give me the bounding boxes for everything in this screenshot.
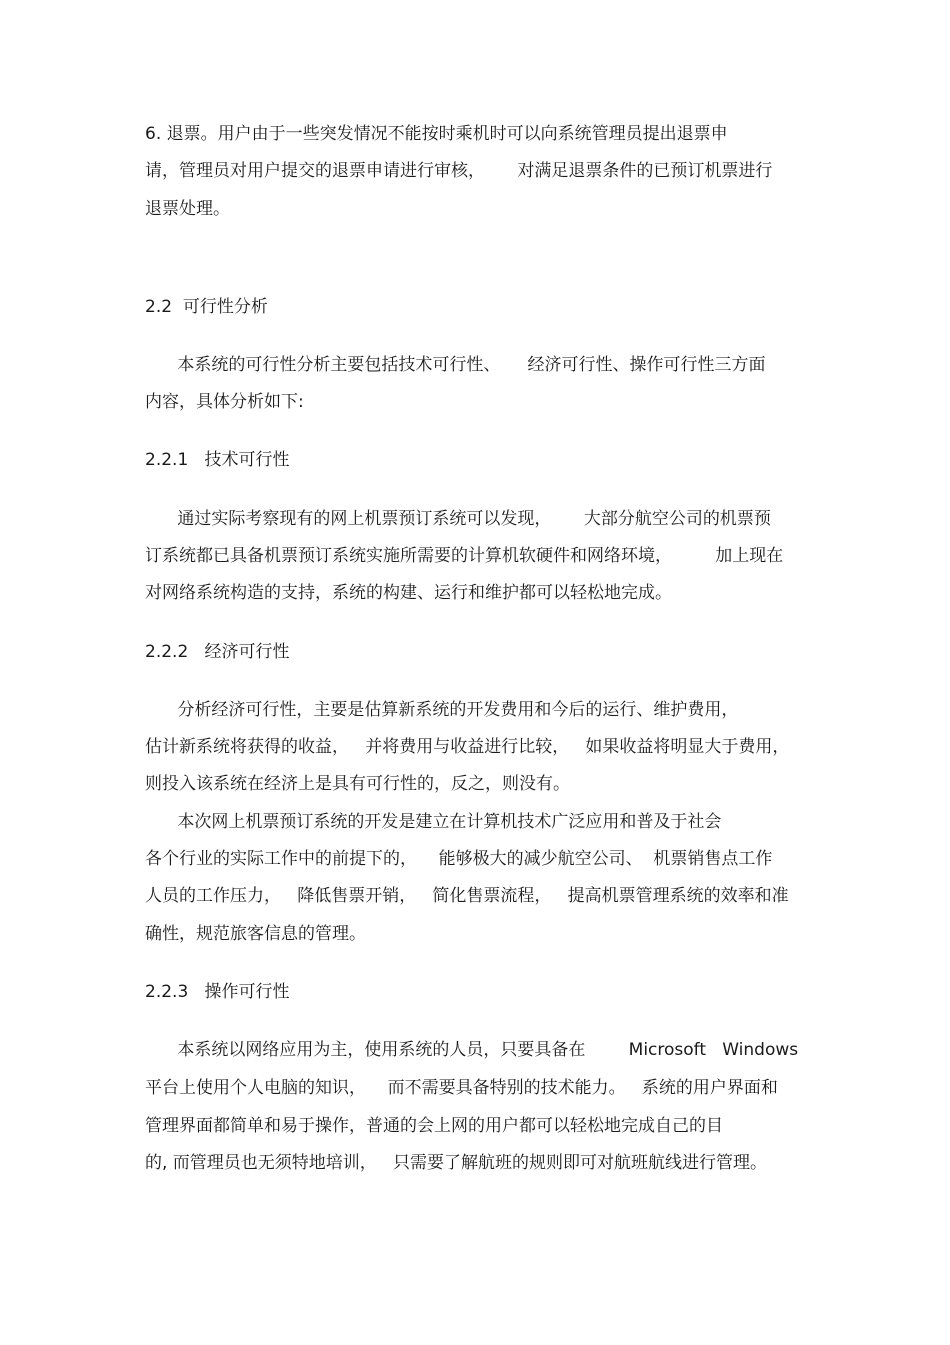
refund-paragraph-line-2: 请，管理员对用户提交的退票申请进行审核， 对满足退票条件的已预订机票进行 xyxy=(145,161,773,181)
economic-paragraph-2-line-2: 各个行业的实际工作中的前提下的， 能够极大的减少航空公司、 机票销售点工作 xyxy=(145,849,773,869)
section-2-2-2-heading: 2.2.2 经济可行性 xyxy=(145,642,290,662)
economic-paragraph-1-line-2: 估计新系统将获得的收益， 并将费用与收益进行比较， 如果收益将明显大于费用， xyxy=(145,737,790,757)
feasibility-intro-line-1: 本系统的可行性分析主要包括技术可行性、 经济可行性、操作可行性三方面 xyxy=(145,355,766,375)
economic-paragraph-2-line-4: 确性，规范旅客信息的管理。 xyxy=(145,924,366,944)
economic-paragraph-2-line-1: 本次网上机票预订系统的开发是建立在计算机技术广泛应用和普及于社会 xyxy=(145,812,722,832)
technical-paragraph-line-2: 订系统都已具备机票预订系统实施所需要的计算机软硬件和网络环境， 加上现在 xyxy=(145,546,784,566)
section-2-2-heading: 2.2 可行性分析 xyxy=(145,297,268,317)
section-2-2-3-heading: 2.2.3 操作可行性 xyxy=(145,982,290,1002)
feasibility-intro-line-2: 内容，具体分析如下: xyxy=(145,392,304,412)
refund-paragraph-line-1: 6. 退票。用户由于一些突发情况不能按时乘机时可以向系统管理员提出退票申 xyxy=(145,124,728,144)
section-2-2-1-heading: 2.2.1 技术可行性 xyxy=(145,450,290,470)
operational-paragraph-line-1: 本系统以网络应用为主，使用系统的人员，只要具备在 Microsoft Windows xyxy=(145,1040,799,1060)
economic-paragraph-2-line-3: 人员的工作压力， 降低售票开销， 简化售票流程， 提高机票管理系统的效率和准 xyxy=(145,886,789,906)
operational-paragraph-line-4: 的, 而管理员也无须特地培训， 只需要了解航班的规则即可对航班航线进行管理。 xyxy=(145,1153,768,1173)
economic-paragraph-1-line-3: 则投入该系统在经济上是具有可行性的，反之，则没有。 xyxy=(145,774,570,794)
technical-paragraph-line-3: 对网络系统构造的支持，系统的构建、运行和维护都可以轻松地完成。 xyxy=(145,583,672,603)
economic-paragraph-1-line-1: 分析经济可行性，主要是估算新系统的开发费用和今后的运行、维护费用， xyxy=(145,700,739,720)
technical-paragraph-line-1: 通过实际考察现有的网上机票预订系统可以发现， 大部分航空公司的机票预 xyxy=(145,509,771,529)
refund-paragraph-line-3: 退票处理。 xyxy=(145,199,230,219)
operational-paragraph-line-3: 管理界面都简单和易于操作，普通的会上网的用户都可以轻松地完成自己的目 xyxy=(145,1116,723,1136)
operational-paragraph-line-2: 平台上使用个人电脑的知识， 而不需要具备特别的技术能力。 系统的用户界面和 xyxy=(145,1078,778,1098)
